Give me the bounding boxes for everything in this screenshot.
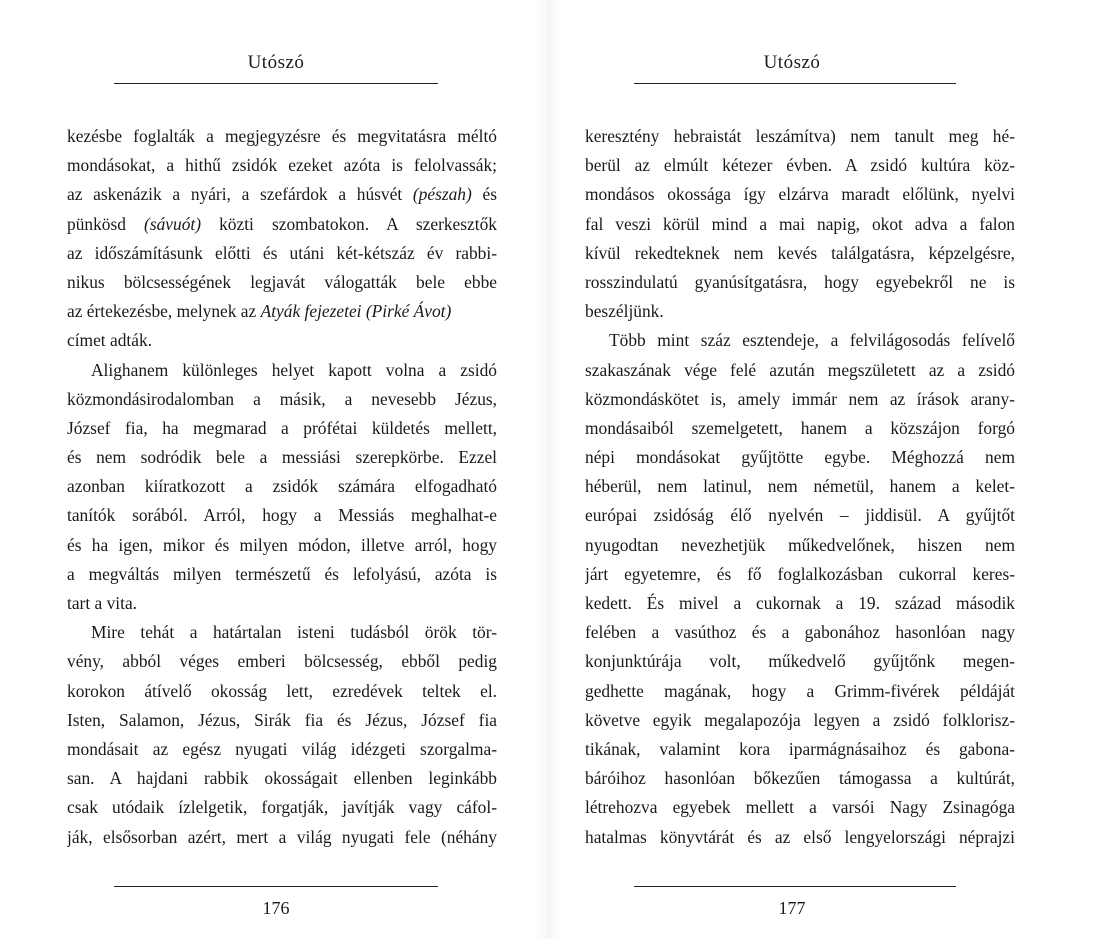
- text-line: mondásokat, a hithű zsidók ezeket azóta is felolvassák;: [67, 155, 497, 176]
- text-line: és nem sodródik bele a messiási szerepkörbe. Ezzel: [67, 447, 497, 468]
- text-line: [67, 210, 497, 239]
- header-rule: [114, 83, 438, 84]
- text-line: a megváltás milyen természetű és lefolyású, azóta is: [67, 563, 497, 584]
- footer-rule: [634, 886, 956, 887]
- text-line: követve egyik megalapozója legyen a zsidó folklorisz-: [585, 709, 1015, 730]
- text-line: Alighanem különleges helyet kapott volna a zsidó: [91, 359, 497, 380]
- text-line: közmondáskötet is, amely immár nem az írások arany-: [585, 388, 1015, 409]
- text-run: az értekezésbe, melynek az: [67, 301, 261, 322]
- footer-rule: [114, 886, 438, 887]
- text-line: gedhette magának, hogy a Grimm-fivérek példáját: [585, 680, 1015, 701]
- text-line: felében a vasúthoz és a gabonához hasonlóan nagy: [585, 622, 1015, 643]
- text-line: kezésbe foglalták a megjegyzésre és megvitatásra méltó: [67, 126, 497, 146]
- text-line: [67, 297, 497, 326]
- text-line: szakaszának vége felé azután megszületett az a zsidó: [585, 359, 1015, 380]
- text-line: nikus bölcsességének legjavát válogatták bele ebbe: [67, 271, 497, 292]
- text-line: tikának, valamint kora iparmágnásaihoz és gabona-: [585, 738, 1015, 759]
- header-rule: [634, 83, 956, 84]
- italic-term: (pészah): [412, 184, 472, 205]
- text-line: címet adták.: [67, 330, 152, 351]
- running-head: Utószó: [247, 52, 305, 73]
- text-line: keresztény hebraistát leszámítva) nem tanult meg hé-: [585, 126, 1015, 146]
- text-line: kedett. És mivel a cukornak a 19. század második: [585, 593, 1015, 613]
- text-line: beszéljünk.: [585, 301, 664, 322]
- text-line: járt egyetemre, és fő foglalkozásban cukorral keres-: [585, 563, 1015, 584]
- text-line: létrehozva egyebek mellett a varsói Nagy Zsinagóga: [585, 797, 1015, 818]
- text-line: fal veszi körül mind a mai napig, okot adva a falon: [585, 213, 1015, 234]
- text-line: József fia, ha megmarad a prófétai küldetés mellett,: [67, 417, 497, 438]
- text-line: és ha igen, mikor és milyen módon, illetve arról, hogy: [67, 534, 497, 555]
- text-line: báróihoz hasonlóan bőkezűen támogassa a kultúrát,: [585, 768, 1015, 789]
- running-head: Utószó: [763, 52, 821, 73]
- page-number: 177: [778, 898, 806, 918]
- text-line: az időszámításunk előtti és utáni két-kétszáz év rabbi-: [67, 242, 497, 263]
- body-text: [67, 122, 497, 852]
- text-line: nyugodtan nevezhetjük műkedvelőnek, hiszen nem: [585, 534, 1015, 555]
- text-line: héberül, nem latinul, nem németül, hanem a kelet-: [585, 476, 1015, 497]
- text-line: hatalmas könyvtárát és az első lengyelországi néprajzi: [585, 826, 1015, 847]
- text-run: és: [471, 184, 497, 205]
- text-line: vény, abból véges emberi bölcsesség, ebből pedig: [67, 651, 497, 672]
- text-run: az askenázik a nyári, a szefárdok a húsvét: [67, 184, 413, 205]
- text-line: azonban kiíratkozott a zsidók számára elfogadható: [67, 476, 497, 497]
- text-line: kívül rekedteknek nem kevés találgatásra, képzelgésre,: [585, 242, 1015, 263]
- text-line: mondásaiból szemelgetett, hanem a közszájon forgó: [585, 417, 1015, 438]
- text-line: közmondásirodalomban a másik, a nevesebb Jézus,: [67, 388, 497, 409]
- body-text: [585, 122, 1015, 852]
- text-line: san. A hajdani rabbik okosságait ellenben leginkább: [67, 768, 497, 789]
- text-line: csak utódaik ízlelgetik, forgatják, javítják vagy cáfol-: [67, 797, 497, 818]
- text-line: mondásait az egész nyugati világ idézgeti szorgalma-: [67, 738, 497, 759]
- text-line: ják, elsősorban azért, mert a világ nyugati fele (néhány: [67, 826, 497, 847]
- text-line: tanítók sorából. Arról, hogy a Messiás meghalhat-e: [67, 505, 497, 526]
- text-run: pünkösd: [67, 213, 145, 234]
- text-line: mondásos okossága így elzárva maradt előlünk, nyelvi: [585, 184, 1015, 205]
- page-number: 176: [262, 898, 290, 918]
- text-line: népi mondásokat gyűjtötte egybe. Méghozzá nem: [585, 447, 1015, 468]
- text-run: közti szombatokon. A szerkesztők: [201, 213, 497, 234]
- italic-term: (sávuót): [144, 213, 202, 234]
- text-line: Több mint száz esztendeje, a felvilágosodás felívelő: [609, 330, 1015, 351]
- text-line: Isten, Salamon, Jézus, Sirák fia és Jézus, József fia: [67, 709, 497, 730]
- text-line: konjunktúrája volt, műkedvelő gyűjtőnk megen-: [585, 651, 1015, 672]
- text-line: berül az elmúlt kétezer évben. A zsidó kultúra köz-: [585, 155, 1015, 176]
- text-line: rosszindulatú gyanúsítgatásra, hogy egyebekről ne is: [585, 271, 1015, 292]
- text-line: európai zsidóság élő nyelvén – jiddisül. A gyűjtőt: [585, 505, 1015, 526]
- text-line: tart a vita.: [67, 593, 138, 613]
- text-line: [67, 180, 497, 209]
- text-line: Mire tehát a határtalan isteni tudásból örök tör-: [91, 622, 497, 643]
- text-line: korokon átívelő okosság lett, ezredévek teltek el.: [67, 680, 497, 701]
- right-page: [549, 0, 1098, 939]
- italic-term: Atyák fejezetei (Pirké Ávot): [260, 301, 452, 322]
